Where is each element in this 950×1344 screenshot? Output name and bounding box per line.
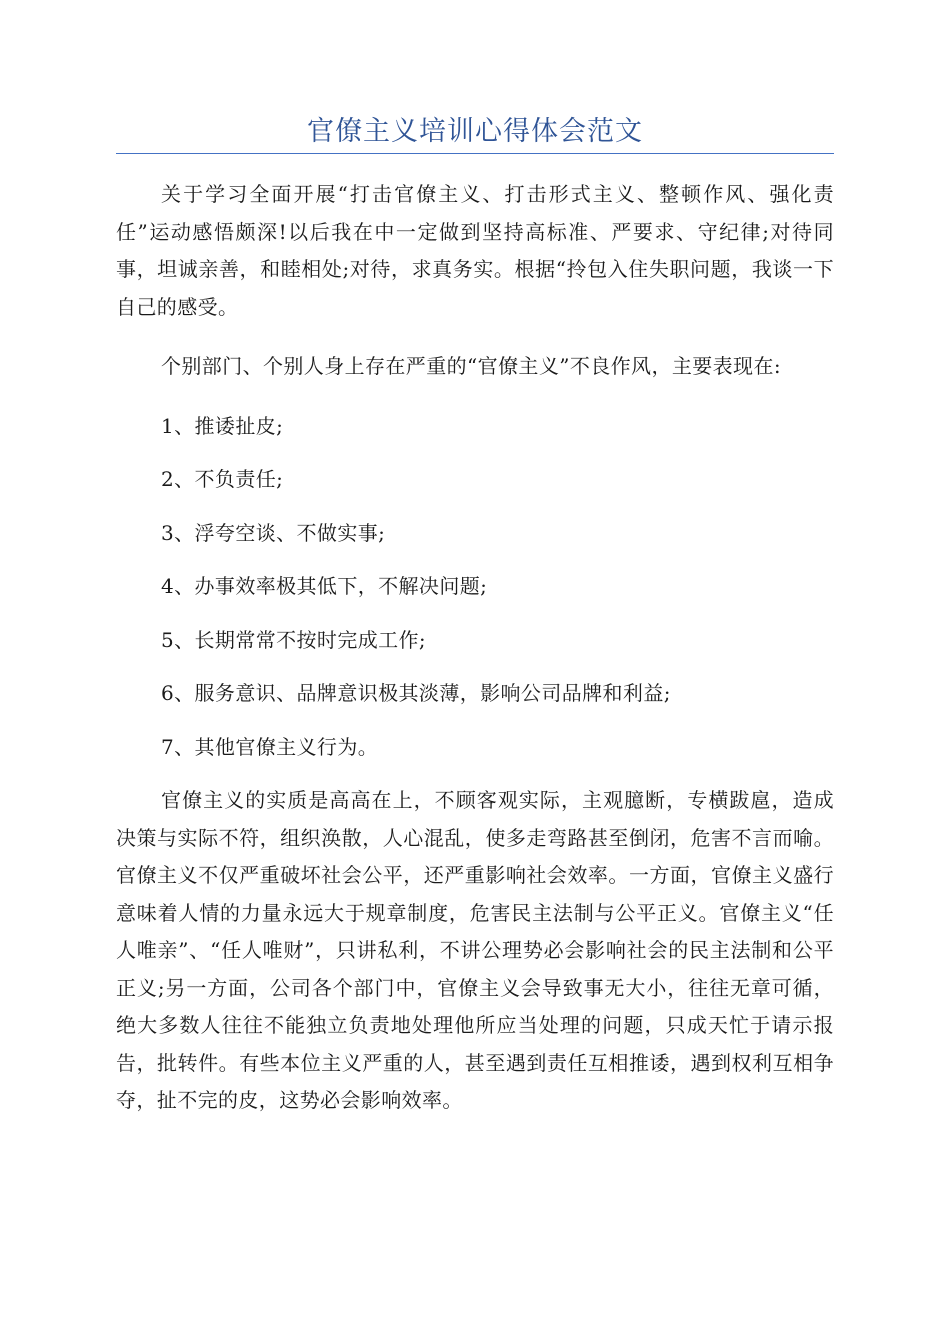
list-item: 2、不负责任; <box>161 467 284 491</box>
list-item: 1、推诿扯皮; <box>161 413 284 438</box>
document-title: 官僚主义培训心得体会范文 <box>307 116 643 147</box>
paragraph-essence: 官僚主义的实质是高高在上，不顾客观实际，主观臆断，专横跋扈，造成决策与实际不符，组织涣散，人心混乱，使多走弯路甚至倒闭，危害不言而喻。官僚主义不仅严重破坏社会公平，还严重影响社会效率。一方面，官僚主义盛行意味着人情的力量永远大于规章制度，危害民主法制与公平正义。官僚主义“任人唯亲”、“任人唯财”，只讲私利，不讲公理势必会影响社会的民主法制和公平正义;另一方面，公司各个部门中，官僚主义会导致事无大小，往往无章可循，绝大多数人往往不能独立负责地处理他所应当处理的问题，只成天忙于请示报告，批转件。有些本位主义严重的人，甚至遇到责任互相推诿，遇到权利互相争夺，扯不完的皮，这势必会影响效率。 <box>116 788 834 1112</box>
issue-list <box>116 408 834 767</box>
document-body <box>116 176 834 1142</box>
paragraph-intro: 关于学习全面开展“打击官僚主义、打击形式主义、整顿作风、强化责任”运动感悟颇深!以后我在中一定做到坚持高标准、严要求、守纪律;对待同事，坦诚亲善，和睦相处;对待，求真务实。根据“拎包入住失职问题，我谈一下自己的感受。 <box>116 182 834 319</box>
list-item: 6、服务意识、品牌意识极其淡薄，影响公司品牌和利益; <box>161 681 671 705</box>
list-item: 5、长期常常不按时完成工作; <box>161 627 427 652</box>
list-item: 7、其他官僚主义行为。 <box>161 734 379 759</box>
title-underline <box>116 153 834 154</box>
paragraph-manifestations: 个别部门、个别人身上存在严重的“官僚主义”不良作风，主要表现在: <box>161 354 781 378</box>
list-item: 3、浮夸空谈、不做实事; <box>161 520 386 545</box>
list-item: 4、办事效率极其低下，不解决问题; <box>161 574 488 598</box>
